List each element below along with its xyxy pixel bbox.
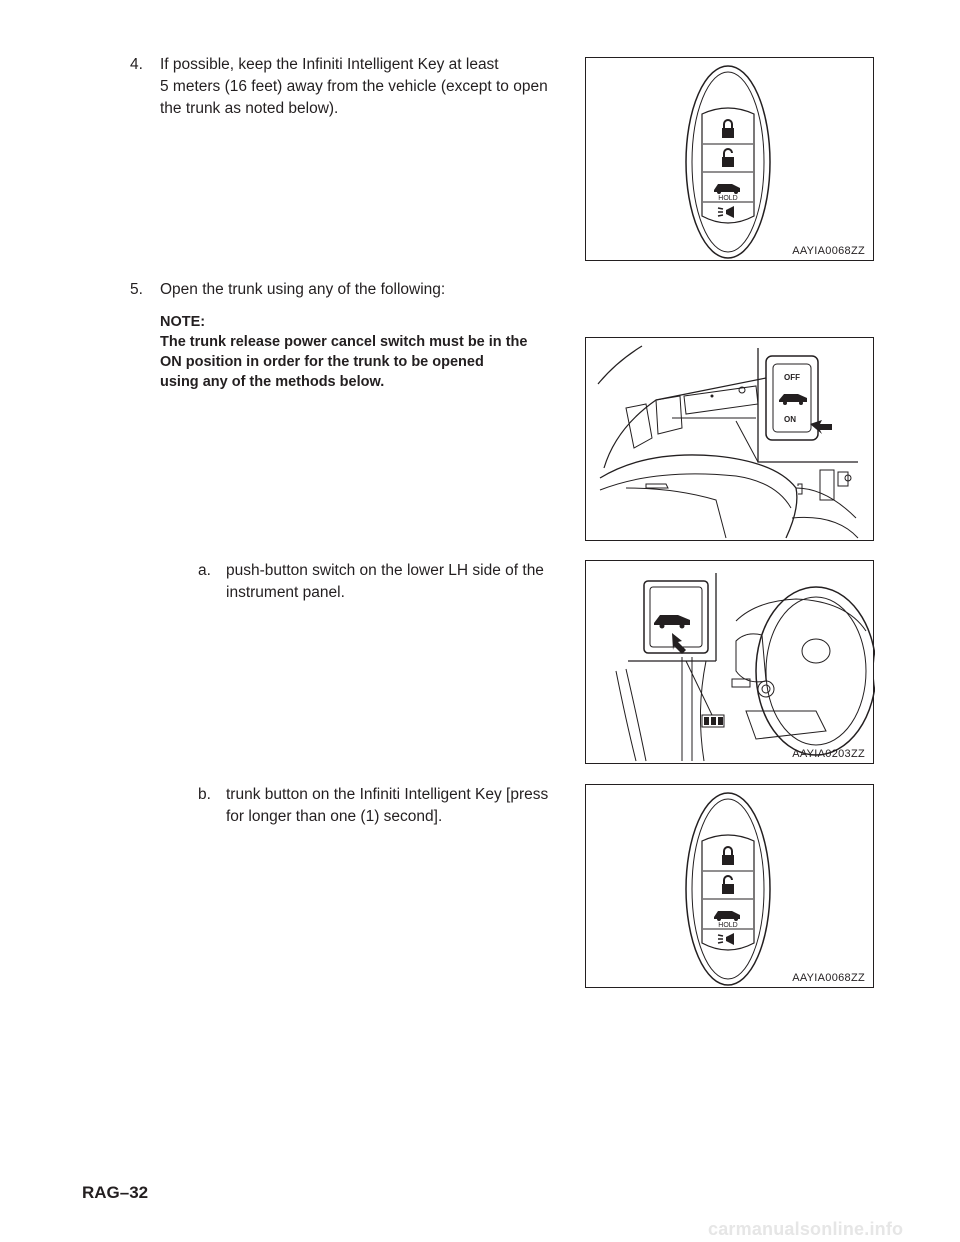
note-line-3: using any of the methods below.	[160, 374, 385, 390]
figure-label: AAYIA0068ZZ	[792, 972, 865, 984]
intelligent-key-illustration	[586, 785, 875, 989]
figure-label: AAYIA0068ZZ	[792, 245, 865, 257]
step-5-number: 5.	[130, 281, 143, 298]
switch-on-label: ON	[784, 415, 796, 424]
trunk-icon	[714, 911, 740, 921]
substep-a-line-2: instrument panel.	[226, 584, 345, 601]
step-4-line-1: If possible, keep the Infiniti Intelligent Key at least	[160, 56, 499, 73]
switch-off-label: OFF	[784, 373, 800, 382]
instrument-panel-illustration	[586, 561, 875, 765]
step-5-line-1: Open the trunk using any of the following:	[160, 281, 446, 298]
figure-label: AAYIA0203ZZ	[792, 748, 865, 760]
cancel-switch-illustration	[586, 338, 875, 542]
figure-intelligent-key-2	[585, 784, 874, 988]
figure-intelligent-key	[585, 57, 874, 261]
intelligent-key-illustration	[586, 58, 875, 262]
panic-icon	[718, 933, 734, 945]
watermark: carmanualsonline.info	[708, 1219, 904, 1239]
step-4-line-3: the trunk as noted below).	[160, 100, 339, 117]
figure-instrument-panel	[585, 560, 874, 764]
substep-a-letter: a.	[198, 562, 211, 579]
substep-b-line-1: trunk button on the Infiniti Intelligent Key [press	[226, 786, 549, 803]
arrow-icon	[672, 633, 686, 654]
trunk-icon	[779, 394, 807, 405]
note-line-1: The trunk release power cancel switch must be in the	[160, 334, 528, 350]
key-hold-label: HOLD	[718, 195, 738, 202]
note-heading: NOTE:	[160, 314, 206, 330]
step-4-line-2: 5 meters (16 feet) away from the vehicle (except to open	[160, 78, 548, 95]
note-block	[160, 312, 580, 392]
substep-a-line-1: push-button switch on the lower LH side of the	[226, 562, 544, 579]
substep-b-line-2: for longer than one (1) second].	[226, 808, 443, 825]
page-number: RAG–32	[82, 1183, 149, 1202]
note-line-2: ON position in order for the trunk to be opened	[160, 354, 484, 370]
unlock-icon	[722, 876, 734, 894]
arrow-icon	[810, 420, 832, 434]
figure-cancel-switch	[585, 337, 874, 541]
step-4-number: 4.	[130, 56, 143, 73]
lock-icon	[722, 847, 734, 865]
lock-icon	[722, 120, 734, 138]
panic-icon	[718, 206, 734, 218]
trunk-icon	[714, 184, 740, 194]
unlock-icon	[722, 149, 734, 167]
key-hold-label: HOLD	[718, 922, 738, 929]
substep-b-letter: b.	[198, 786, 211, 803]
trunk-icon	[654, 615, 690, 629]
